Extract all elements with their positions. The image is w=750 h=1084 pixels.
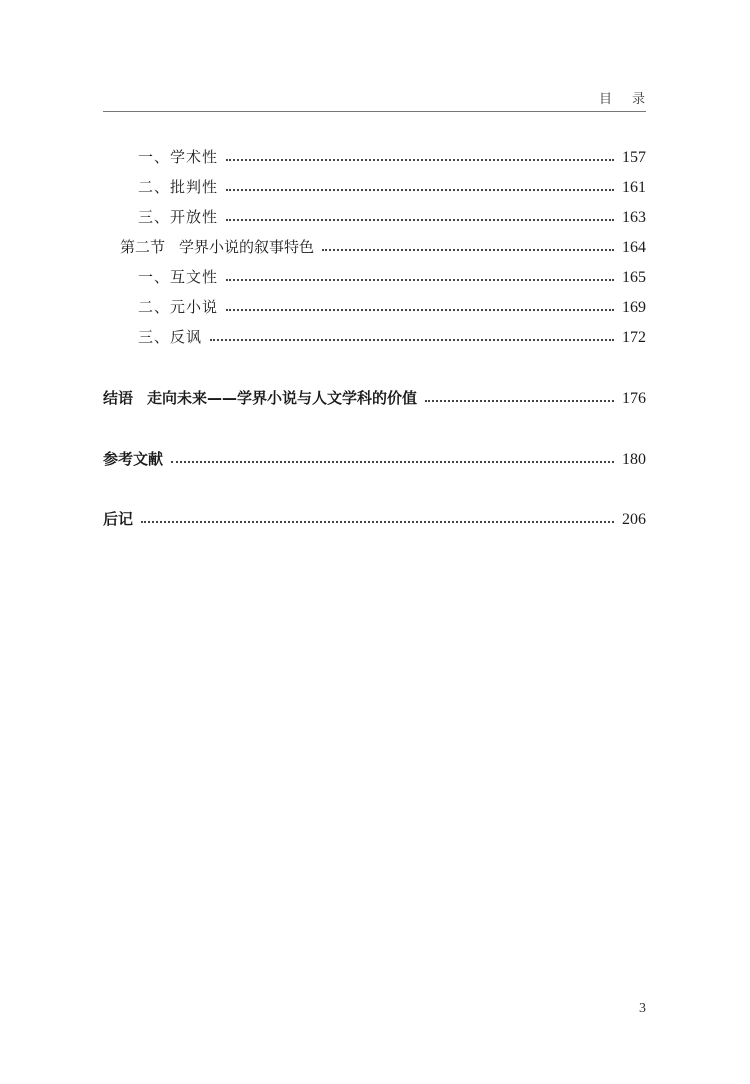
dot-leader xyxy=(322,240,614,252)
toc-entry-label: 三、反讽 xyxy=(138,328,203,346)
dot-leader xyxy=(226,270,614,282)
running-head-char-1: 目 xyxy=(598,92,612,107)
toc-entry[interactable] xyxy=(103,174,646,200)
toc-entry[interactable] xyxy=(103,264,646,290)
dot-leader xyxy=(425,391,614,403)
chapter-title: 走向未来——学界小说与人文学科的价值 xyxy=(147,389,418,407)
toc-entry[interactable] xyxy=(103,324,646,350)
toc-entry-page: 180 xyxy=(622,451,646,468)
toc-entry-page: 165 xyxy=(622,269,646,286)
toc-entry[interactable] xyxy=(103,294,646,320)
running-head xyxy=(599,88,645,107)
dot-leader xyxy=(226,210,614,222)
dot-leader xyxy=(141,512,614,524)
toc-entry-page: 161 xyxy=(622,179,646,196)
section-number: 第二节 xyxy=(120,238,166,256)
toc-section-entry[interactable] xyxy=(103,234,646,260)
running-head-char-2: 录 xyxy=(631,92,645,107)
toc-chapter-entry[interactable] xyxy=(103,446,646,472)
page-number: 3 xyxy=(639,1001,646,1016)
toc-entry[interactable] xyxy=(103,204,646,230)
toc-entry-label: 三、开放性 xyxy=(138,208,219,226)
toc-entry-label: 一、互文性 xyxy=(138,268,219,286)
toc-entry-page: 169 xyxy=(622,299,646,316)
toc-entry[interactable] xyxy=(103,144,646,170)
toc-entry-label: 参考文献 xyxy=(103,450,164,468)
toc-entry-label: 二、元小说 xyxy=(138,298,219,316)
dot-leader xyxy=(210,330,614,342)
toc-entry-page: 157 xyxy=(622,149,646,166)
toc-entry-label: 一、学术性 xyxy=(138,148,219,166)
toc-entry-page: 163 xyxy=(622,209,646,226)
dot-leader xyxy=(226,300,614,312)
toc-entry-page: 206 xyxy=(622,511,646,528)
dot-leader xyxy=(226,150,614,162)
section-title: 学界小说的叙事特色 xyxy=(179,238,315,256)
toc-entry-label: 后记 xyxy=(103,510,134,528)
toc-chapter-entry[interactable] xyxy=(103,506,646,532)
toc-entry-page: 172 xyxy=(622,329,646,346)
header-rule xyxy=(103,111,646,112)
toc-entry-label xyxy=(103,234,314,260)
chapter-number: 结语 xyxy=(103,389,134,407)
toc-entry-label: 二、批判性 xyxy=(138,178,219,196)
toc-chapter-entry[interactable] xyxy=(103,385,646,411)
toc-entry-label xyxy=(103,385,417,411)
dot-leader xyxy=(171,452,614,464)
toc-entry-page: 164 xyxy=(622,239,646,256)
dot-leader xyxy=(226,180,614,192)
toc-entry-page: 176 xyxy=(622,390,646,407)
